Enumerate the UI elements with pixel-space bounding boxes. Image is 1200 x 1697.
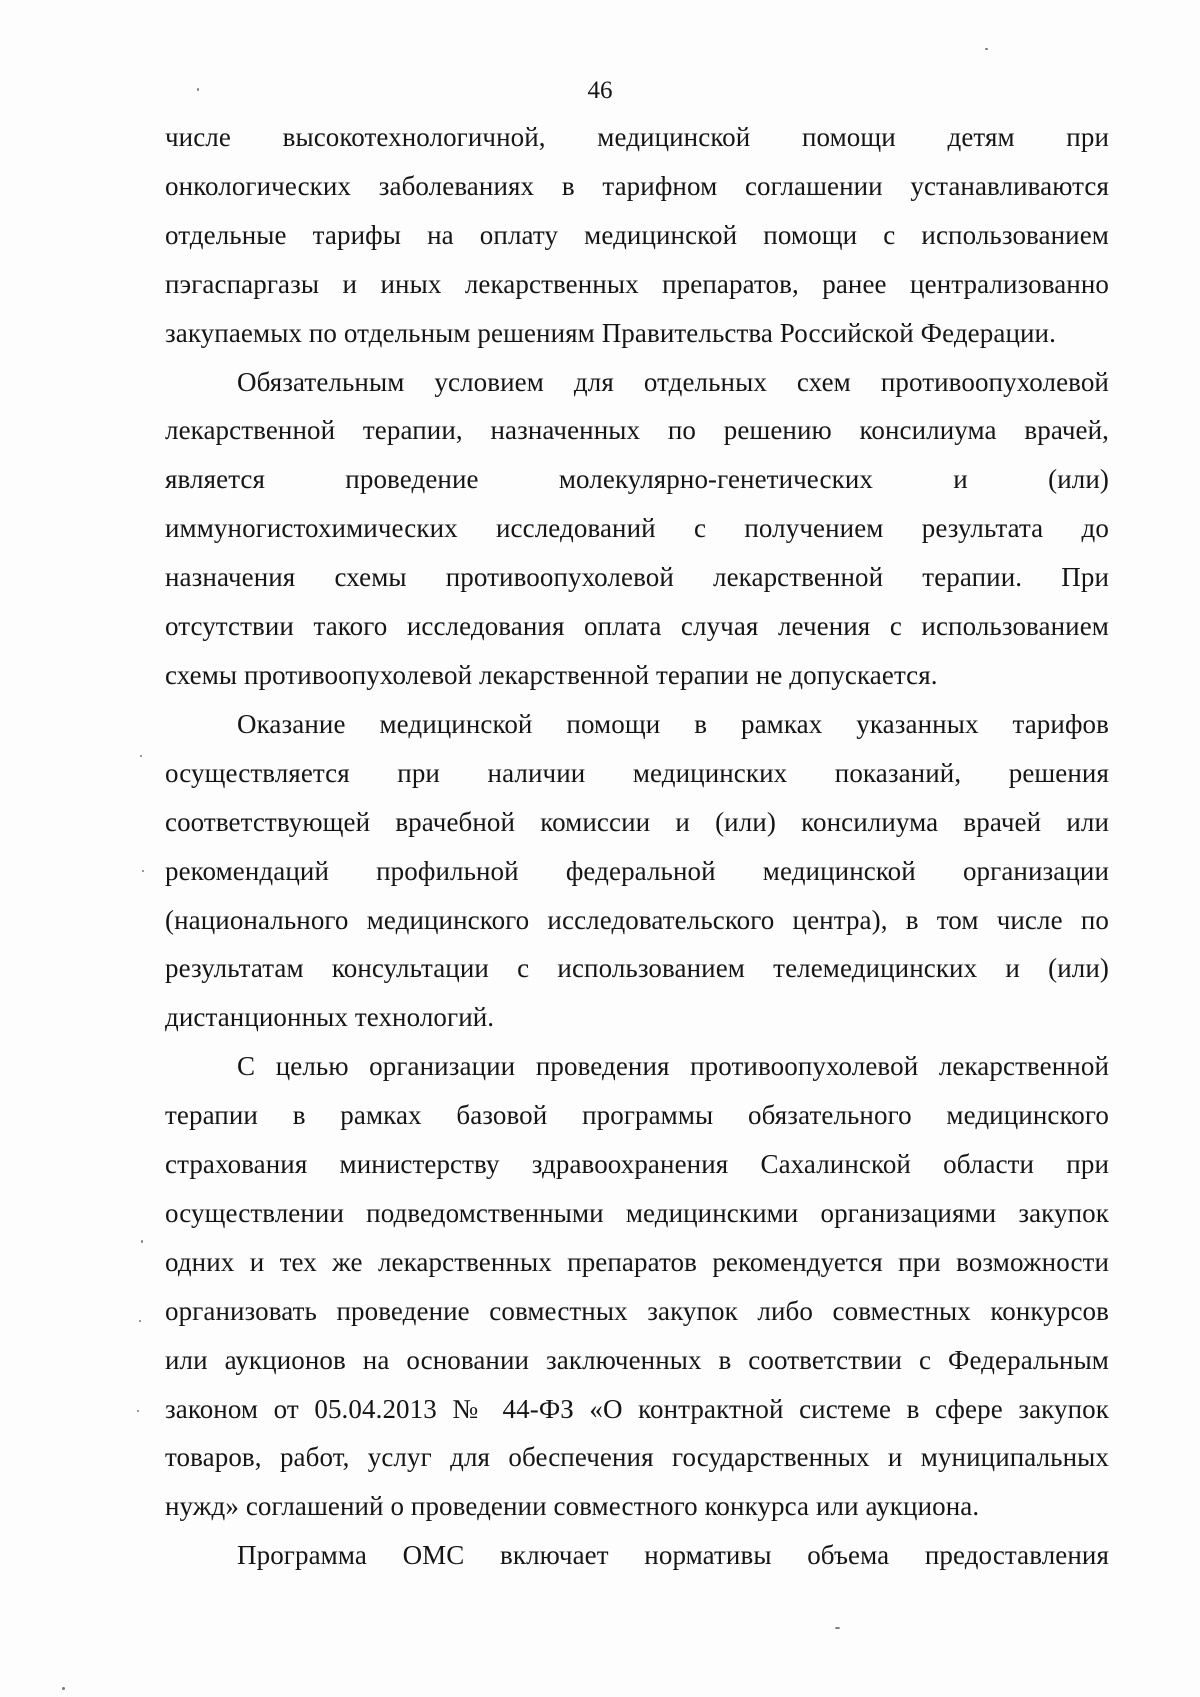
scan-speck	[139, 1320, 141, 1322]
text-line: осуществлении подведомственными медицинскими организациями закупок	[165, 1197, 1109, 1228]
text-line: иммуногистохимических исследований с получением результата до	[165, 513, 1109, 544]
text-line: Программа ОМС включает нормативы объема предоставления	[237, 1540, 1109, 1571]
page-number: 46	[587, 77, 613, 104]
text-line: терапии в рамках базовой программы обязательного медицинского	[165, 1100, 1109, 1131]
text-line: страхования министерству здравоохранения Сахалинской области при	[165, 1149, 1109, 1180]
text-line: нужд» соглашений о проведении совместного конкурса или аукциона.	[165, 1491, 980, 1522]
text-line: пэгаспаргазы и иных лекарственных препаратов, ранее централизованно	[165, 268, 1109, 299]
scan-speck	[142, 870, 144, 872]
paragraph	[165, 358, 1109, 700]
text-line: назначения схемы противоопухолевой лекарственной терапии. При	[165, 562, 1109, 593]
text-line: онкологических заболеваниях в тарифном соглашении устанавливаются	[165, 170, 1109, 201]
scan-speck	[141, 1240, 143, 1243]
text-line: отдельные тарифы на оплату медицинской помощи с использованием	[165, 219, 1109, 250]
paragraph	[165, 1042, 1109, 1531]
text-line: (национального медицинского исследовательского центра), в том числе по	[165, 904, 1109, 935]
text-line: Оказание медицинской помощи в рамках указанных тарифов	[237, 708, 1109, 739]
text-line: результатам консультации с использованием телемедицинских и (или)	[165, 953, 1109, 984]
scan-speck	[197, 88, 199, 91]
text-line: Обязательным условием для отдельных схем противоопухолевой	[237, 366, 1109, 397]
scan-speck	[985, 48, 988, 50]
paragraph	[165, 113, 1109, 358]
text-line: схемы противоопухолевой лекарственной терапии не допускается.	[165, 659, 938, 690]
text-line: дистанционных технологий.	[165, 1002, 495, 1033]
text-line: одних и тех же лекарственных препаратов рекомендуется при возможности	[165, 1246, 1109, 1277]
text-line: числе высокотехнологичной, медицинской помощи детям при	[165, 122, 1109, 152]
text-line: организовать проведение совместных закупок либо совместных конкурсов	[165, 1295, 1109, 1326]
text-line: отсутствии такого исследования оплата случая лечения с использованием	[165, 611, 1109, 642]
text-line: товаров, работ, услуг для обеспечения государственных и муниципальных	[165, 1442, 1109, 1473]
body-text	[165, 113, 1109, 1580]
text-line: или аукционов на основании заключенных в соответствии с Федеральным	[165, 1344, 1109, 1375]
text-line: С целью организации проведения противоопухолевой лекарственной	[237, 1051, 1109, 1082]
paragraph	[165, 700, 1109, 1042]
paragraph	[165, 1531, 1109, 1580]
text-line: осуществляется при наличии медицинских показаний, решения	[165, 757, 1109, 788]
text-line: лекарственной терапии, назначенных по решению консилиума врачей,	[165, 415, 1109, 446]
scan-speck	[62, 1687, 65, 1690]
text-line: является проведение молекулярно-генетических и (или)	[165, 464, 1109, 495]
text-line: закупаемых по отдельным решениям Правительства Российской Федерации.	[165, 317, 1056, 348]
text-line: законом от 05.04.2013 № 44-ФЗ «О контрактной системе в сфере закупок	[165, 1393, 1109, 1424]
text-line: рекомендаций профильной федеральной медицинской организации	[165, 855, 1109, 886]
text-line: соответствующей врачебной комиссии и (или) консилиума врачей или	[165, 806, 1109, 837]
scan-speck	[137, 1410, 139, 1412]
scan-speck	[835, 1627, 840, 1629]
scan-speck	[140, 755, 142, 757]
